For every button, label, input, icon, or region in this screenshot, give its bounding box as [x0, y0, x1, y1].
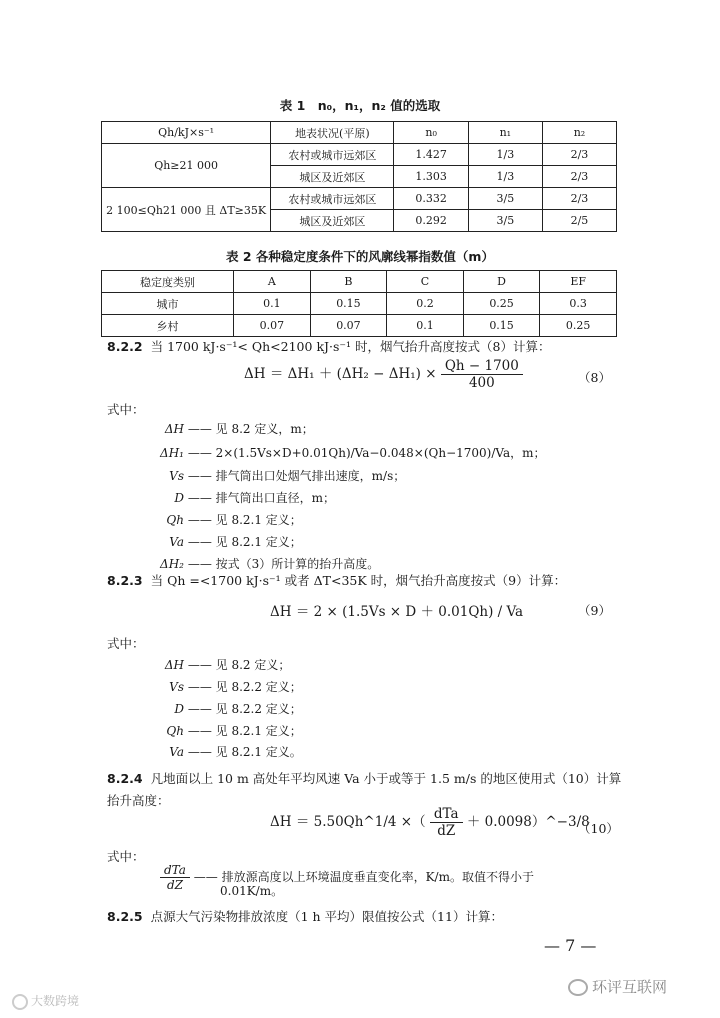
section-text: 当 Qh =<1700 kJ·s⁻¹ 或者 ΔT<35K 时，烟气抬升高度按式（9）计算： [150, 573, 567, 588]
table-cell: 0.1 [234, 293, 311, 315]
table-cell: 1/3 [468, 144, 542, 166]
section-number: 8.2.5 [107, 909, 143, 924]
section-8-2-2 [107, 337, 550, 355]
formula-9: ΔH ＝ 2 × (1.5Vs × D ＋ 0.01Qh) / Va [270, 604, 524, 620]
where-label: 式中： [107, 636, 145, 651]
definition-item [148, 511, 302, 528]
wechat-account [568, 976, 667, 997]
equation-number: （9） [578, 603, 611, 618]
section-number: 8.2.3 [107, 573, 143, 588]
table-cell: 农村或城市远郊区 [271, 144, 394, 166]
table-cell: 0.292 [394, 210, 468, 232]
header-cell: C [387, 271, 464, 293]
definition-symbol: ΔH₂ [160, 557, 184, 571]
header-cell: n₂ [542, 122, 616, 144]
table2-caption: 表 2 各种稳定度条件下的风廓线幂指数值（m） [226, 249, 494, 264]
section-text: 凡地面以上 10 m 高处年平均风速 Va 小于或等于 1.5 m/s 的地区使用式（10）计算 [150, 771, 622, 786]
section-8-2-5 [107, 907, 503, 925]
formula-rhs: ＋ 0.0098）^−3/8 [466, 814, 590, 830]
table-cell: 1/3 [468, 166, 542, 188]
table-cell: 城区及近郊区 [271, 210, 394, 232]
fraction-denominator: 400 [468, 375, 495, 391]
table-row [102, 293, 617, 315]
definition-symbol: ΔH₁ [160, 446, 184, 460]
table-cell: 0.25 [540, 315, 617, 337]
wechat-account-name: 环评互联网 [592, 978, 668, 996]
equation-number: （10） [578, 821, 619, 836]
table-cell: 0.07 [310, 315, 387, 337]
definition-text: —— 见 8.2 定义； [187, 658, 291, 672]
watermark-text: 大数跨境 [31, 994, 80, 1008]
fraction-numerator: dTa [160, 863, 190, 878]
equation-number: （8） [578, 370, 611, 385]
table-cell: 1.427 [394, 144, 468, 166]
formula-10 [270, 806, 590, 839]
wechat-icon [568, 979, 588, 996]
section-8-2-4 [107, 769, 621, 787]
section-number: 8.2.4 [107, 771, 143, 786]
definition-symbol: Va [169, 535, 184, 549]
definition-symbol: ΔH [164, 422, 184, 436]
definition-symbol: Qh [166, 724, 184, 738]
definition-text: —— 见 8.2 定义，m； [187, 422, 314, 436]
fraction-denominator: dZ [437, 823, 456, 839]
watermark [12, 992, 79, 1010]
definition-text: —— 按式（3）所计算的抬升高度。 [187, 557, 380, 571]
definition-fraction [160, 863, 190, 892]
definition-text: —— 2×(1.5Vs×D+0.01Qh)/Va−0.048×(Qh−1700)/Va，m； [187, 446, 546, 460]
definition-text: —— 见 8.2.1 定义； [187, 535, 302, 549]
formula-8 [244, 358, 523, 391]
watermark-icon [12, 994, 28, 1010]
table-cell: 2/5 [542, 210, 616, 232]
header-cell: 地表状况(平原) [271, 122, 394, 144]
definition-item [148, 678, 302, 695]
table2 [101, 270, 617, 337]
table1 [101, 121, 617, 232]
table1-caption: 表 1 n₀，n₁，n₂ 值的选取 [279, 98, 441, 113]
formula-lhs: ΔH ＝ ΔH₁ ＋ (ΔH₂ − ΔH₁) × [244, 366, 437, 382]
definition-item [148, 700, 302, 717]
definition-item [148, 555, 379, 572]
condition-cell: Qh≥21 000 [102, 144, 271, 188]
where-label: 式中： [107, 849, 145, 864]
table-cell: 0.332 [394, 188, 468, 210]
definition-item [148, 656, 290, 673]
header-cell: D [463, 271, 540, 293]
table-cell: 0.15 [463, 315, 540, 337]
definition-text: —— 排放源高度以上环境温度垂直变化率，K/m。取值不得小于 [193, 870, 534, 884]
header-cell: B [310, 271, 387, 293]
header-cell: 稳定度类别 [102, 271, 234, 293]
table-cell: 2/3 [542, 144, 616, 166]
table-cell: 1.303 [394, 166, 468, 188]
definition-text: —— 排气筒出口直径，m； [187, 491, 336, 505]
definition-item [148, 467, 405, 484]
table-cell: 0.2 [387, 293, 464, 315]
section-number: 8.2.2 [107, 339, 143, 354]
definition-item [148, 444, 546, 461]
formula-fraction [430, 806, 463, 839]
definition-text: —— 见 8.2.1 定义。 [187, 745, 302, 759]
table-row [102, 271, 617, 293]
section-text: 当 1700 kJ·s⁻¹< Qh<2100 kJ·s⁻¹ 时，烟气抬升高度按式（8）计算： [150, 339, 551, 354]
formula-lhs: ΔH ＝ 5.50Qh^1/4 ×（ [270, 814, 426, 830]
definition-item [148, 722, 302, 739]
section-text-continued: 抬升高度： [107, 793, 170, 808]
definition-text: —— 见 8.2.2 定义； [187, 680, 302, 694]
page-number: — 7 — [544, 936, 597, 955]
definition-symbol: Va [169, 745, 184, 759]
definition-symbol: Vs [169, 680, 184, 694]
header-cell: Qh/kJ×s⁻¹ [102, 122, 271, 144]
table-cell: 0.25 [463, 293, 540, 315]
section-text: 点源大气污染物排放浓度（1 h 平均）限值按公式（11）计算： [150, 909, 503, 924]
where-label: 式中： [107, 402, 145, 417]
definition-text: —— 见 8.2.1 定义； [187, 513, 302, 527]
table-cell: 0.1 [387, 315, 464, 337]
table-cell: 城区及近郊区 [271, 166, 394, 188]
table-cell: 3/5 [468, 188, 542, 210]
definition-text: —— 见 8.2.1 定义； [187, 724, 302, 738]
table-cell: 0.07 [234, 315, 311, 337]
table-cell: 乡村 [102, 315, 234, 337]
fraction-denominator: dZ [166, 878, 183, 892]
table-cell: 0.3 [540, 293, 617, 315]
definition-symbol: ΔH [164, 658, 184, 672]
condition-cell: 2 100≤Qh21 000 且 ΔT≥35K [102, 188, 271, 232]
table-cell: 0.15 [310, 293, 387, 315]
table-cell: 2/3 [542, 188, 616, 210]
header-cell: n₁ [468, 122, 542, 144]
table-row [102, 188, 617, 210]
definition-item [148, 533, 302, 550]
table-row [102, 144, 617, 166]
definition-item [148, 489, 335, 506]
table-cell: 3/5 [468, 210, 542, 232]
definition-text: —— 见 8.2.2 定义； [187, 702, 302, 716]
header-cell: A [234, 271, 311, 293]
table-cell: 农村或城市远郊区 [271, 188, 394, 210]
definition-text-continued: 0.01K/m。 [220, 884, 284, 898]
formula-fraction [441, 358, 523, 391]
definition-item [160, 863, 534, 892]
table-cell: 2/3 [542, 166, 616, 188]
table-row [102, 315, 617, 337]
header-cell: EF [540, 271, 617, 293]
definition-symbol: D [174, 702, 184, 716]
definition-item [148, 743, 302, 760]
table-row [102, 122, 617, 144]
definition-item [148, 420, 314, 437]
section-8-2-3 [107, 571, 566, 589]
header-cell: n₀ [394, 122, 468, 144]
table-cell: 城市 [102, 293, 234, 315]
definition-text: —— 排气筒出口处烟气排出速度，m/s； [187, 469, 406, 483]
definition-symbol: Vs [169, 469, 184, 483]
definition-symbol: Qh [166, 513, 184, 527]
fraction-numerator: Qh − 1700 [441, 358, 523, 375]
definition-symbol: D [174, 491, 184, 505]
fraction-numerator: dTa [430, 806, 463, 823]
